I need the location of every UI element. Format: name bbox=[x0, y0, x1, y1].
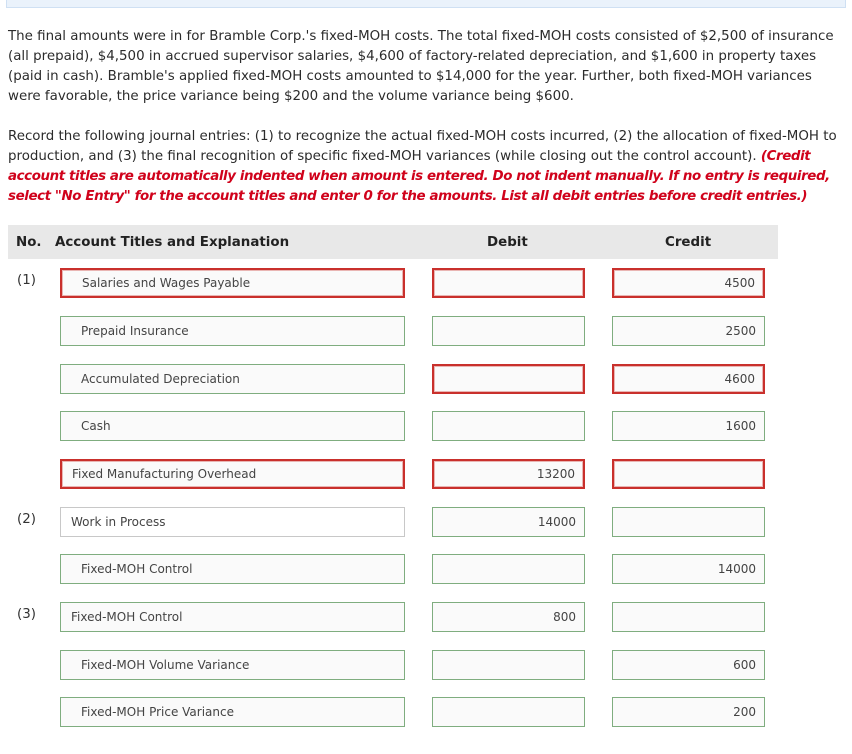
top-banner bbox=[6, 0, 846, 8]
account-field[interactable]: Fixed-MOH Control bbox=[60, 602, 405, 632]
instructions-paragraph bbox=[8, 127, 844, 207]
header-no: No. bbox=[16, 235, 42, 250]
table-row bbox=[0, 316, 852, 346]
table-row bbox=[0, 507, 852, 537]
instructions-text: Record the following journal entries: (1) to recognize the actual fixed-MOH costs incurred, (2) the allocation of fixed-MOH to production, and (3) the final recognition of specific fixed-MOH variances (while closing out the control account). bbox=[8, 129, 837, 164]
table-row bbox=[0, 459, 852, 489]
debit-field[interactable] bbox=[432, 411, 585, 441]
account-field[interactable]: Cash bbox=[60, 411, 405, 441]
account-field[interactable]: Fixed-MOH Volume Variance bbox=[60, 650, 405, 680]
credit-field[interactable]: 200 bbox=[612, 697, 765, 727]
account-field[interactable]: Salaries and Wages Payable bbox=[60, 268, 405, 298]
credit-field[interactable] bbox=[612, 602, 765, 632]
debit-field[interactable]: 13200 bbox=[432, 459, 585, 489]
credit-field[interactable]: 14000 bbox=[612, 554, 765, 584]
credit-field[interactable]: 1600 bbox=[612, 411, 765, 441]
debit-field[interactable] bbox=[432, 650, 585, 680]
header-debit: Debit bbox=[487, 235, 528, 250]
entry-number: (3) bbox=[17, 607, 36, 622]
account-field[interactable]: Fixed-MOH Control bbox=[60, 554, 405, 584]
account-field[interactable]: Prepaid Insurance bbox=[60, 316, 405, 346]
account-field[interactable]: Fixed-MOH Price Variance bbox=[60, 697, 405, 727]
table-row bbox=[0, 268, 852, 298]
account-field[interactable]: Accumulated Depreciation bbox=[60, 364, 405, 394]
table-row bbox=[0, 411, 852, 441]
credit-field[interactable] bbox=[612, 507, 765, 537]
credit-field[interactable]: 2500 bbox=[612, 316, 765, 346]
header-credit: Credit bbox=[665, 235, 712, 250]
debit-field[interactable]: 800 bbox=[432, 602, 585, 632]
credit-field[interactable] bbox=[612, 459, 765, 489]
instructions-note: (Credit account titles are automatically indented when amount is entered. Do not indent manually. If no entry is required, select "No Entry" for the account titles and enter 0 for the amounts. List all debit entries before credit entries.) bbox=[8, 149, 830, 204]
debit-field[interactable] bbox=[432, 316, 585, 346]
entry-number: (2) bbox=[17, 512, 36, 527]
credit-field[interactable]: 4500 bbox=[612, 268, 765, 298]
account-field[interactable]: Work in Process bbox=[60, 507, 405, 537]
problem-paragraph: The final amounts were in for Bramble Corp.'s fixed-MOH costs. The total fixed-MOH costs consisted of $2,500 of insurance (all prepaid), $4,500 in accrued supervisor salaries, $4,600 of factory-related depreciation, and $1,600 in property taxes (paid in cash). Bramble's applied fixed-MOH costs amounted to $14,000 for the year. Further, both fixed-MOH variances were favorable, the price variance being $200 and the volume variance being $600. bbox=[8, 29, 834, 104]
header-account: Account Titles and Explanation bbox=[55, 235, 290, 250]
table-row bbox=[0, 554, 852, 584]
debit-field[interactable] bbox=[432, 364, 585, 394]
table-header bbox=[8, 225, 778, 259]
debit-field[interactable] bbox=[432, 268, 585, 298]
table-row bbox=[0, 697, 852, 727]
debit-field[interactable] bbox=[432, 554, 585, 584]
credit-field[interactable]: 600 bbox=[612, 650, 765, 680]
entry-number: (1) bbox=[17, 273, 36, 288]
debit-field[interactable]: 14000 bbox=[432, 507, 585, 537]
table-row bbox=[0, 650, 852, 680]
table-row bbox=[0, 602, 852, 632]
debit-field[interactable] bbox=[432, 697, 585, 727]
account-field[interactable]: Fixed Manufacturing Overhead bbox=[60, 459, 405, 489]
credit-field[interactable]: 4600 bbox=[612, 364, 765, 394]
table-row bbox=[0, 364, 852, 394]
